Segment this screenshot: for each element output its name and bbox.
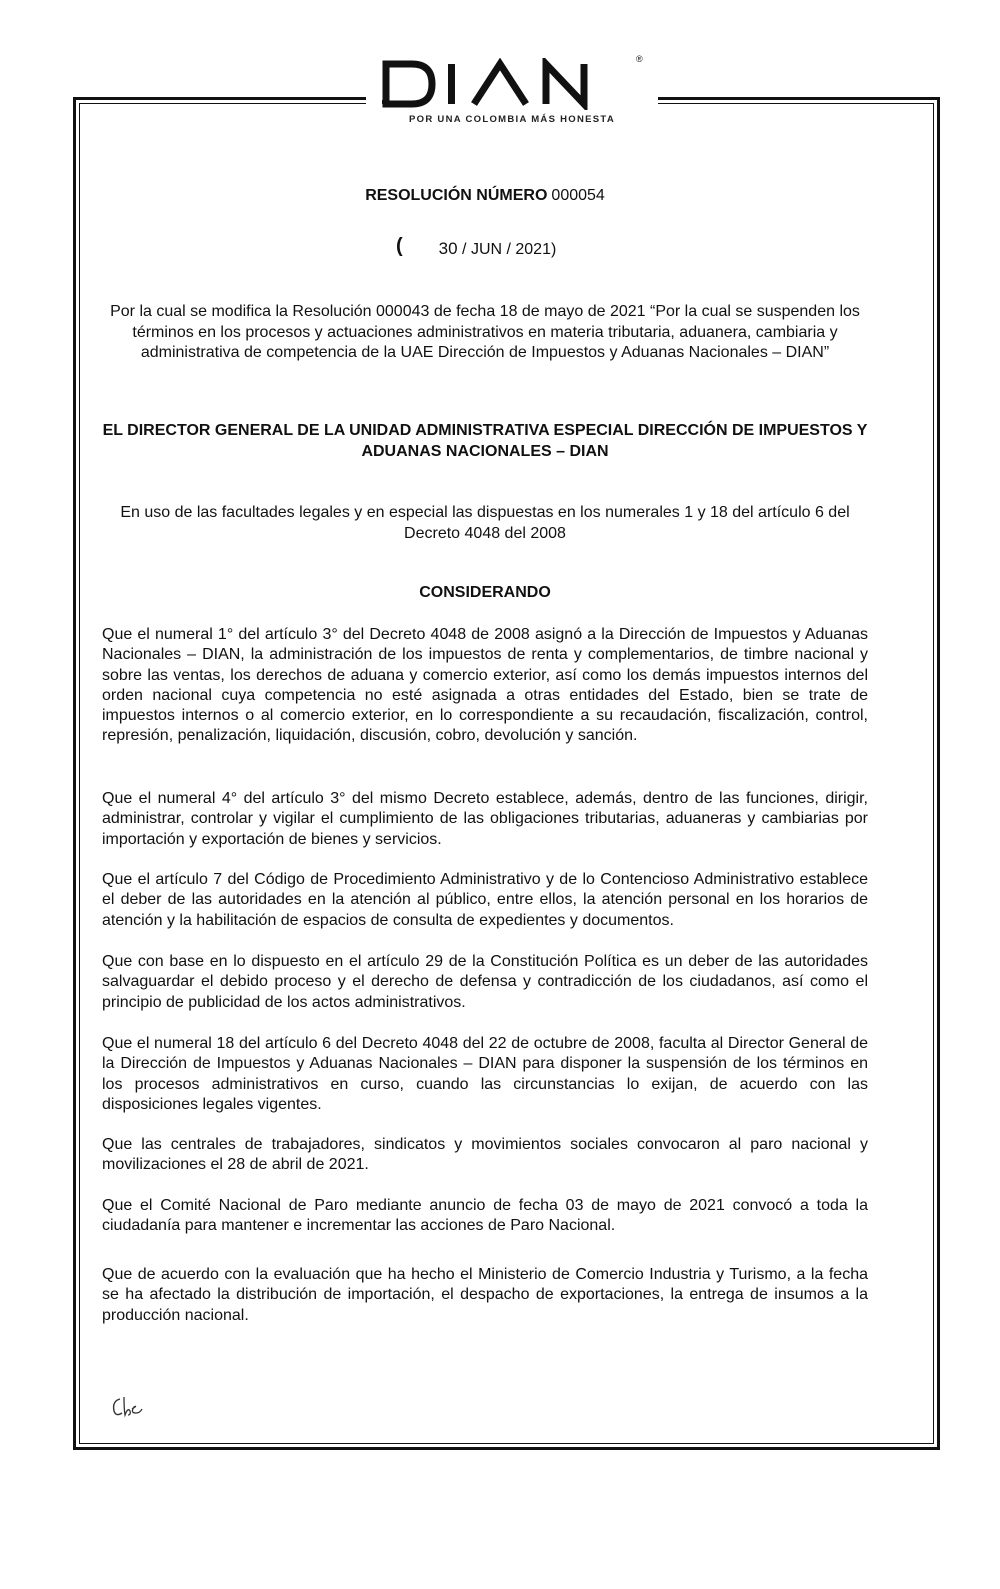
paragraph-3: Que el artículo 7 del Código de Procedimiento Administrativo y de lo Contencioso Administrativo establece el deber de las autoridades en la atención al público, entre ellos, la atención personal en los horarios de atención y la habilitación de espacios de consulta de expedientes y documentos. <box>102 871 868 929</box>
resolution-subtitle: Por la cual se modifica la Resolución 000043 de fecha 18 de mayo de 2021 “Por la cual se suspenden los términos en los procesos y actuaciones administrativos en materia tributaria, aduanera, cambiaria y administrativa de competencia de la UAE Dirección de Impuestos y Aduanas Nacionales – DIAN” <box>110 303 860 361</box>
director-heading: EL DIRECTOR GENERAL DE LA UNIDAD ADMINISTRATIVA ESPECIAL DIRECCIÓN DE IMPUESTOS Y ADUANAS NACIONALES – DIAN <box>102 422 868 460</box>
date-open-paren: ( <box>396 235 403 257</box>
resolution-date <box>396 237 556 260</box>
handwritten-initials-signature <box>110 1393 144 1421</box>
dian-wordmark-icon <box>382 58 642 110</box>
date-month-year: / JUN / 2021) <box>462 241 557 258</box>
resolution-number: 000054 <box>551 187 605 204</box>
logo-tagline: POR UNA COLOMBIA MÁS HONESTA <box>409 114 615 125</box>
resolution-title <box>100 187 870 205</box>
registered-mark: ® <box>636 54 643 64</box>
paragraph-5: Que el numeral 18 del artículo 6 del Decreto 4048 del 22 de octubre de 2008, faculta al Director General de la Dirección de Impuestos y Aduanas Nacionales – DIAN para disponer la suspensión de los términos en los procesos administrativos en curso, cuando las circunstancias lo exijan, de acuerdo con las disposiciones legales vigentes. <box>102 1035 868 1113</box>
paragraph-2: Que el numeral 4° del artículo 3° del mismo Decreto establece, además, dentro de las funciones, dirigir, administrar, controlar y vigilar el cumplimiento de las obligaciones tributarias, aduaneras y cambiarias por importación y exportación de bienes y servicios. <box>102 790 868 848</box>
facultades-text: En uso de las facultades legales y en especial las dispuestas en los numerales 1 y 18 del artículo 6 del Decreto 4048 del 2008 <box>120 504 850 542</box>
paragraph-8: Que de acuerdo con la evaluación que ha hecho el Ministerio de Comercio Industria y Turismo, a la fecha se ha afectado la distribución de importación, el despacho de exportaciones, la entrega de insumos a la producción nacional. <box>102 1266 868 1324</box>
date-day: 30 <box>438 239 458 258</box>
paragraph-1: Que el numeral 1° del artículo 3° del Decreto 4048 de 2008 asignó a la Dirección de Impuestos y Aduanas Nacionales – DIAN, la administración de los impuestos de renta y complementarios, de timbre nacional y sobre las ventas, los derechos de aduana y comercio exterior, así como los demás impuestos internos del orden nacional cuya competencia no esté asignada a otras entidades del Estado, bien se trate de impuestos internos o al comercio exterior, en lo correspondiente a su recaudación, fiscalización, control, represión, penalización, liquidación, discusión, cobro, devolución y sanción. <box>102 626 868 745</box>
considerando-heading: CONSIDERANDO <box>419 584 551 601</box>
resolution-label: RESOLUCIÓN NÚMERO <box>365 187 548 204</box>
paragraph-6: Que las centrales de trabajadores, sindicatos y movimientos sociales convocaron al paro nacional y movilizaciones el 28 de abril de 2021. <box>102 1136 868 1174</box>
paragraph-4: Que con base en lo dispuesto en el artículo 29 de la Constitución Política es un deber de las autoridades salvaguardar el debido proceso y el derecho de defensa y contradicción de los ciudadanos, así como el principio de publicidad de los actos administrativos. <box>102 953 868 1011</box>
dian-logo <box>366 52 658 132</box>
paragraph-7: Que el Comité Nacional de Paro mediante anuncio de fecha 03 de mayo de 2021 convocó a toda la ciudadanía para mantener e incrementar las acciones de Paro Nacional. <box>102 1197 868 1235</box>
